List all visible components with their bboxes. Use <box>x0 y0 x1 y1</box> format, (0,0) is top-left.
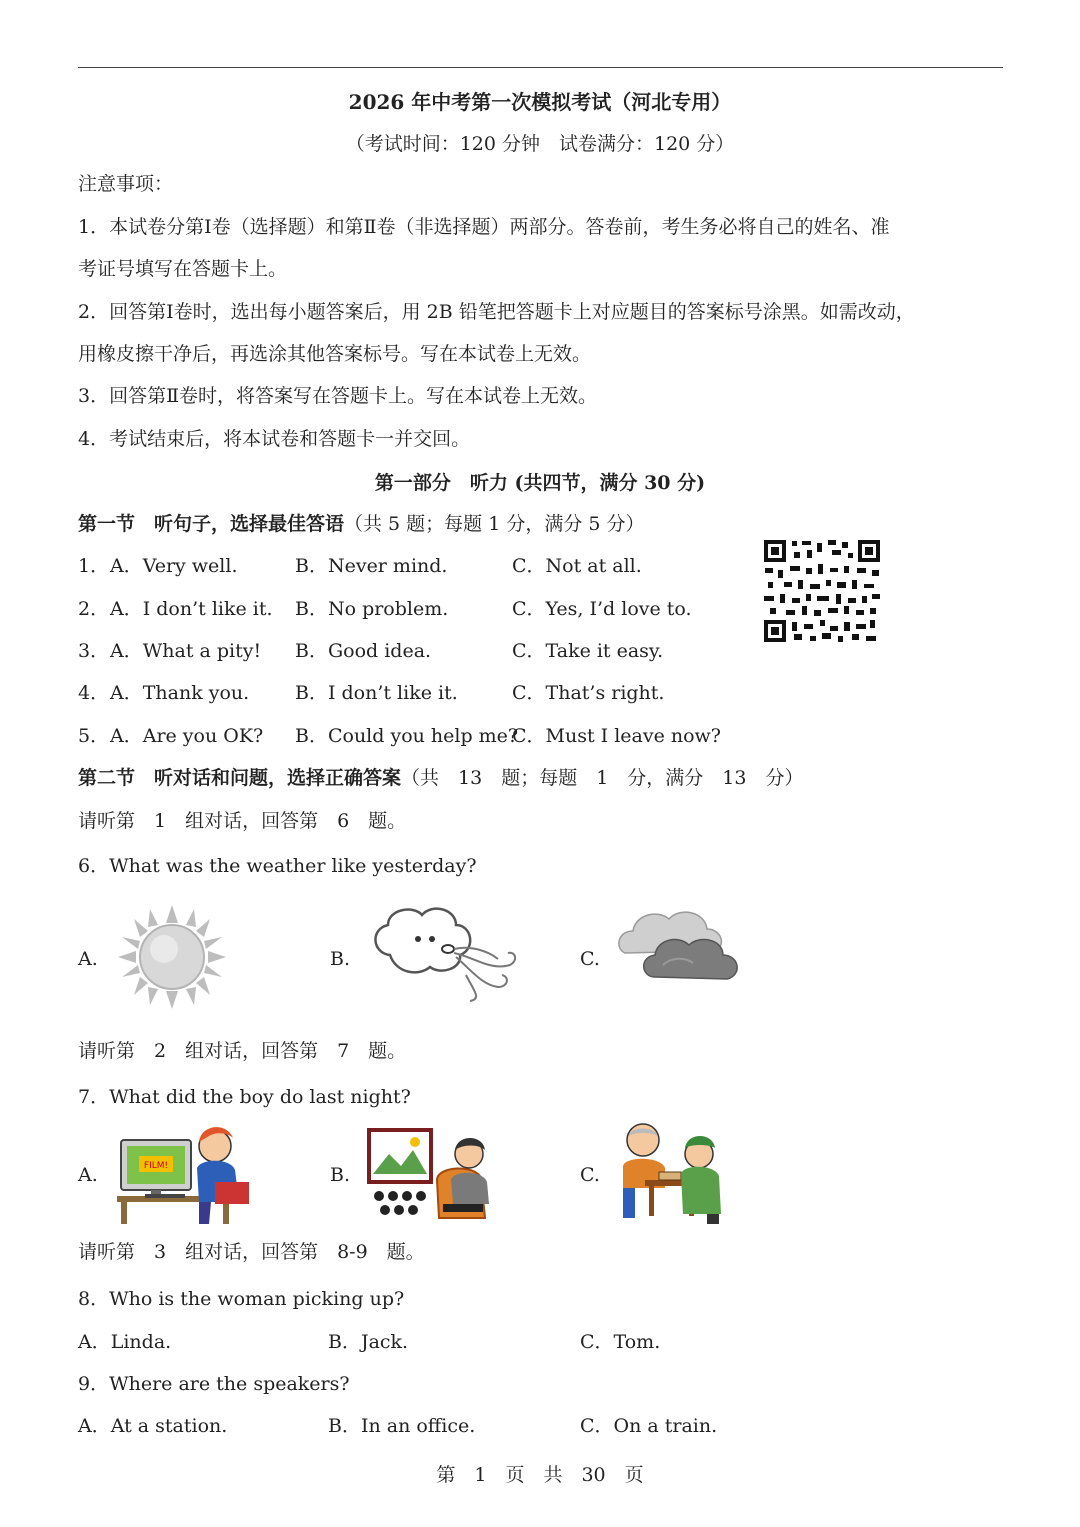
section2-title-bold: 第二节 听对话和问题，选择正确答案 <box>78 767 402 789</box>
note-4: 4．考试结束后，将本试卷和答题卡一并交回。 <box>78 428 471 450</box>
q4-option-a: A．Thank you. <box>110 682 250 704</box>
q1-option-b: B．Never mind. <box>295 555 448 577</box>
qr-code-icon <box>762 538 882 644</box>
q4-option-b: B．I don’t like it. <box>295 682 458 704</box>
q6-label-a: A. <box>78 948 98 970</box>
q5-option-c: C．Must I leave now? <box>512 725 721 747</box>
top-rule <box>78 67 1003 68</box>
section1-title-bold: 第一节 听句子，选择最佳答语 <box>78 513 345 535</box>
q4-option-c: C．That’s right. <box>512 682 665 704</box>
q2-option-b: B．No problem. <box>295 598 449 620</box>
q3-option-a: A．What a pity! <box>110 640 262 662</box>
note-2-line-2: 用橡皮擦干净后，再选涂其他答案标号。写在本试卷上无效。 <box>78 343 592 365</box>
group2-instruction: 请听第 2 组对话，回答第 7 题。 <box>78 1040 407 1062</box>
note-1-line-1: 1．本试卷分第Ⅰ卷（选择题）和第Ⅱ卷（非选择题）两部分。答卷前，考生务必将自己的姓名、准 <box>78 216 890 238</box>
q7-label-b: B. <box>330 1164 351 1186</box>
q1-option-c: C．Not at all. <box>512 555 642 577</box>
q6-label-c: C. <box>580 948 600 970</box>
q3-option-c: C．Take it easy. <box>512 640 664 662</box>
q1-option-a: A．Very well. <box>110 555 238 577</box>
q6-label-b: B. <box>330 948 351 970</box>
q7-label-a: A. <box>78 1164 98 1186</box>
q8-option-a: A．Linda. <box>78 1331 172 1353</box>
q5-option-a: A．Are you OK? <box>110 725 264 747</box>
q2-option-a: A．I don’t like it. <box>110 598 273 620</box>
computer-game-icon <box>115 1120 255 1226</box>
q3-option-b: B．Good idea. <box>295 640 432 662</box>
question-6: 6．What was the weather like yesterday? <box>78 855 477 877</box>
sun-icon <box>118 905 226 1009</box>
note-3: 3．回答第Ⅱ卷时，将答案写在答题卡上。写在本试卷上无效。 <box>78 385 598 407</box>
q4-number: 4． <box>78 682 110 704</box>
q2-option-c: C．Yes, I’d love to. <box>512 598 692 620</box>
q3-number: 3． <box>78 640 110 662</box>
game-screen-text: FILM! <box>143 1161 169 1171</box>
cinema-icon <box>365 1120 505 1226</box>
question-7: 7．What did the boy do last night? <box>78 1086 411 1108</box>
note-1-line-2: 考证号填写在答题卡上。 <box>78 258 288 280</box>
question-8: 8．Who is the woman picking up? <box>78 1288 405 1310</box>
page-number: 第 1 页 共 30 页 <box>436 1464 644 1486</box>
section1-title-rest: （共 5 题；每题 1 分，满分 5 分） <box>344 513 645 535</box>
q5-number: 5． <box>78 725 110 747</box>
section2-title-rest: （共 13 题；每题 1 分，满分 13 分） <box>401 767 804 789</box>
q8-option-b: B．Jack. <box>328 1331 409 1353</box>
q9-option-b: B．In an office. <box>328 1415 476 1437</box>
exam-subtitle: （考试时间：120 分钟 试卷满分：120 分） <box>345 133 735 155</box>
cloud-icon <box>615 905 745 995</box>
note-2-line-1: 2．回答第Ⅰ卷时，选出每小题答案后，用 2B 铅笔把答题卡上对应题目的答案标号涂黑。如需改动， <box>78 301 915 323</box>
q2-number: 2． <box>78 598 110 620</box>
chess-icon <box>615 1118 725 1226</box>
group3-instruction: 请听第 3 组对话，回答第 8-9 题。 <box>78 1241 425 1263</box>
q9-option-a: A．At a station. <box>78 1415 228 1437</box>
question-9: 9．Where are the speakers? <box>78 1373 350 1395</box>
group1-instruction: 请听第 1 组对话，回答第 6 题。 <box>78 810 407 832</box>
part1-title: 第一部分 听力 (共四节，满分 30 分) <box>374 472 706 494</box>
wind-icon <box>370 905 520 1005</box>
q9-option-c: C．On a train. <box>580 1415 718 1437</box>
q1-number: 1． <box>78 555 110 577</box>
exam-title: 2026 年中考第一次模拟考试（河北专用） <box>348 90 732 114</box>
section1-title <box>78 511 645 537</box>
q7-label-c: C. <box>580 1164 600 1186</box>
notes-heading: 注意事项： <box>78 173 174 195</box>
section2-title <box>78 765 803 791</box>
q8-option-c: C．Tom. <box>580 1331 661 1353</box>
q5-option-b: B．Could you help me? <box>295 725 519 747</box>
